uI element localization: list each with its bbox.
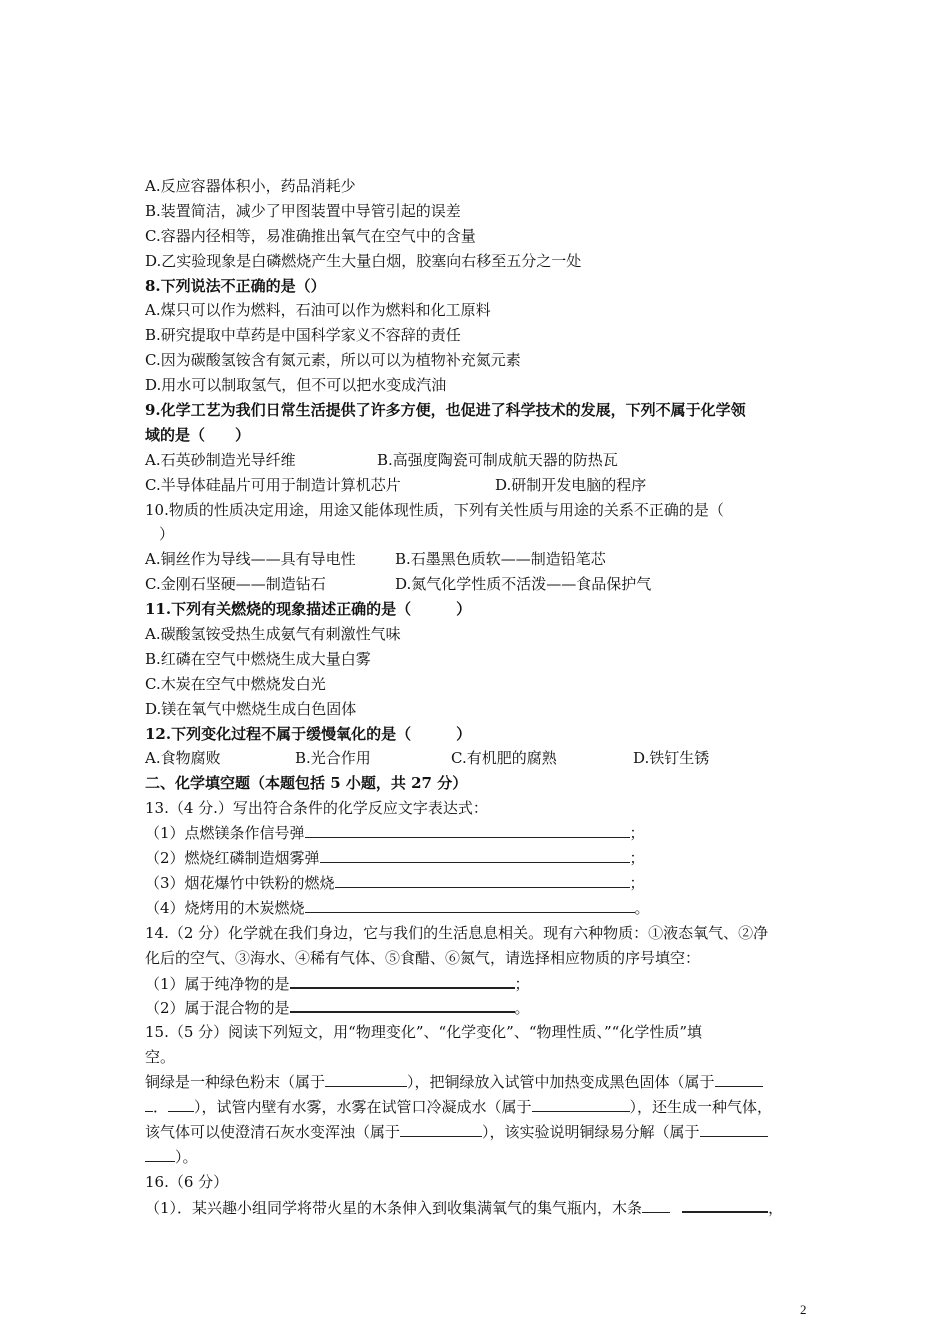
- q16-stem: 16.（6 分）: [145, 1172, 229, 1191]
- q13-item-1-text: （1）点燃镁条作信号弹: [145, 824, 305, 843]
- q15-stem-line2: 空。: [145, 1048, 176, 1067]
- q13-item-4: [145, 896, 825, 921]
- q11-option-c: C.木炭在空气中燃烧发白光: [145, 674, 326, 693]
- q15-paragraph-line1: [145, 1070, 825, 1095]
- q15-paragraph-line3: [145, 1120, 825, 1145]
- q15-text-3a: 该气体可以使澄清石灰水变浑浊（属于: [145, 1122, 401, 1141]
- q15-text-3b: ），该实验说明铜绿易分解（属于: [482, 1122, 700, 1141]
- page-content: [145, 174, 825, 1219]
- q15-paragraph-line2: [145, 1095, 825, 1120]
- q8-option-d: D.用水可以制取氢气，但不可以把水变成汽油: [145, 376, 447, 395]
- q9-options-row2: [145, 473, 825, 498]
- q13-answer-blank-1[interactable]: [305, 821, 630, 838]
- q16-item-1-end: ，: [768, 1198, 784, 1217]
- q13-item-1-end: ；: [629, 824, 645, 843]
- q9-option-b: B.高强度陶瓷可制成航天器的防热瓦: [377, 450, 618, 469]
- q13-item-4-end: 。: [634, 898, 650, 917]
- q7-option-d: D.乙实验现象是白磷燃烧产生大量白烟，胶塞向右移至五分之一处: [145, 251, 582, 270]
- q13-answer-blank-3[interactable]: [335, 871, 630, 888]
- q13-item-2: [145, 846, 825, 871]
- q15-text-1a: 铜绿是一种绿色粉末（属于: [145, 1073, 326, 1092]
- q14-answer-blank-1[interactable]: [290, 971, 515, 989]
- q13-item-2-text: （2）燃烧红磷制造烟雾弹: [145, 849, 320, 868]
- q11-option-b: B.红磷在空气中燃烧生成大量白雾: [145, 649, 371, 668]
- q14-item-2: [145, 995, 825, 1020]
- q10-stem-line1: 10.物质的性质决定用途，用途又能体现性质，下列有关性质与用途的关系不正确的是（: [145, 500, 724, 519]
- q14-item-2-text: （2）属于混合物的是: [145, 999, 290, 1018]
- q9-stem-line2: 域的是（ ）: [145, 425, 251, 444]
- q13-item-3: [145, 871, 825, 896]
- q15-paragraph-line4: [145, 1145, 825, 1170]
- q9-option-c: C.半导体硅晶片可用于制造计算机芯片: [145, 475, 401, 494]
- q15-text-2c: ），还生成一种气体，: [629, 1097, 773, 1116]
- q10-option-a: A.铜丝作为导线——具有导电性: [145, 550, 356, 569]
- q12-option-a: A.食物腐败: [145, 749, 221, 768]
- q13-stem: 13.（4 分.）写出符合条件的化学反应文字表达式：: [145, 799, 488, 818]
- q14-item-1-end: ；: [514, 974, 530, 993]
- section2-title: 二、化学填空题（本题包括 5 小题，共 27 分）: [145, 774, 468, 793]
- q12-stem: 12.下列变化过程不属于缓慢氧化的是（ ）: [145, 724, 472, 743]
- page-number: 2: [800, 1302, 807, 1317]
- q8-option-c: C.因为碳酸氢铵含有氮元素，所以可以为植物补充氮元素: [145, 351, 521, 370]
- q16-answer-blank-1a[interactable]: [642, 1196, 670, 1213]
- q9-stem-line1: 9.化学工艺为我们日常生活提供了许多方便，也促进了科学技术的发展，下列不属于化学领: [145, 401, 746, 420]
- q13-answer-blank-4[interactable]: [305, 896, 635, 913]
- q8-option-a: A.煤只可以作为燃料，石油可以作为燃料和化工原料: [145, 301, 491, 320]
- q11-option-a: A.碳酸氢铵受热生成氨气有刺激性气味: [145, 625, 401, 644]
- q9-option-a: A.石英砂制造光导纤维: [145, 450, 296, 469]
- q12-option-c: C.有机肥的腐熟: [451, 749, 557, 768]
- q16-answer-blank-1b[interactable]: [682, 1195, 768, 1213]
- q14-item-1: [145, 971, 825, 996]
- q16-item-1: [145, 1195, 825, 1220]
- q12-option-d: D.铁钉生锈: [633, 749, 710, 768]
- q15-answer-blank-2a[interactable]: [715, 1070, 763, 1087]
- q14-stem-line2: 化后的空气、③海水、④稀有气体、⑤食醋、⑥氮气，请选择相应物质的序号填空：: [145, 948, 701, 967]
- q13-answer-blank-2[interactable]: [320, 846, 630, 863]
- q15-text-4a: ）。: [175, 1147, 198, 1166]
- q7-option-c: C.容器内径相等，易准确推出氧气在空气中的含量: [145, 226, 476, 245]
- q14-item-1-text: （1）属于纯净物的是: [145, 974, 290, 993]
- q13-item-2-end: ；: [629, 849, 645, 868]
- q15-text-2b: ），试管内壁有水雾，水雾在试管口冷凝成水（属于: [194, 1097, 532, 1116]
- q16-item-1-text: （1）．某兴趣小组同学将带火星的木条伸入到收集满氧气的集气瓶内，木条: [145, 1198, 643, 1217]
- q15-stem-line1: 15.（5 分）阅读下列短文，用“物理变化”、“化学变化”、“物理性质、”“化学性质”填: [145, 1023, 703, 1042]
- q10-options-row1: [145, 547, 825, 572]
- q15-answer-blank-2b[interactable]: [145, 1095, 153, 1112]
- q13-item-4-text: （4）烧烤用的木炭燃烧: [145, 898, 305, 917]
- q13-item-1: [145, 821, 825, 846]
- q7-option-b: B.装置简洁，减少了甲图装置中导管引起的误差: [145, 201, 461, 220]
- q12-option-b: B.光合作用: [295, 749, 371, 768]
- q15-text-2a: ．: [153, 1097, 169, 1116]
- q15-answer-blank-2c[interactable]: [168, 1095, 194, 1112]
- q11-stem: 11.下列有关燃烧的现象描述正确的是（ ）: [145, 600, 472, 619]
- q11-option-d: D.镁在氧气中燃烧生成白色固体: [145, 699, 357, 718]
- q14-stem-line1: 14.（2 分）化学就在我们身边，它与我们的生活息息相关。现有六种物质：①液态氧气、②净: [145, 923, 769, 942]
- q10-option-c: C.金刚石坚硬——制造钻石: [145, 575, 326, 594]
- q15-text-1b: ），把铜绿放入试管中加热变成黑色固体（属于: [407, 1073, 715, 1092]
- q10-options-row2: [145, 572, 825, 597]
- q15-answer-blank-5b[interactable]: [145, 1145, 175, 1162]
- q10-stem-line2: ）: [159, 525, 175, 544]
- q13-item-3-text: （3）烟花爆竹中铁粉的燃烧: [145, 873, 335, 892]
- q15-answer-blank-3[interactable]: [532, 1095, 630, 1112]
- q13-item-3-end: ；: [629, 873, 645, 892]
- q14-answer-blank-2[interactable]: [290, 995, 515, 1013]
- q7-option-a: A.反应容器体积小，药品消耗少: [145, 177, 356, 195]
- q15-answer-blank-4[interactable]: [400, 1120, 482, 1137]
- q10-option-b: B.石墨黑色质软——制造铅笔芯: [395, 550, 606, 569]
- q8-stem: 8.下列说法不正确的是（）: [145, 276, 326, 295]
- q10-option-d: D.氮气化学性质不活泼——食品保护气: [395, 575, 652, 594]
- q14-item-2-end: 。: [514, 999, 530, 1018]
- q15-answer-blank-5a[interactable]: [700, 1120, 768, 1137]
- q12-options-row: [145, 746, 825, 771]
- q15-answer-blank-1[interactable]: [325, 1070, 407, 1087]
- q9-options-row1: [145, 448, 825, 473]
- q8-option-b: B.研究提取中草药是中国科学家义不容辞的责任: [145, 326, 461, 345]
- q9-option-d: D.研制开发电脑的程序: [495, 475, 647, 494]
